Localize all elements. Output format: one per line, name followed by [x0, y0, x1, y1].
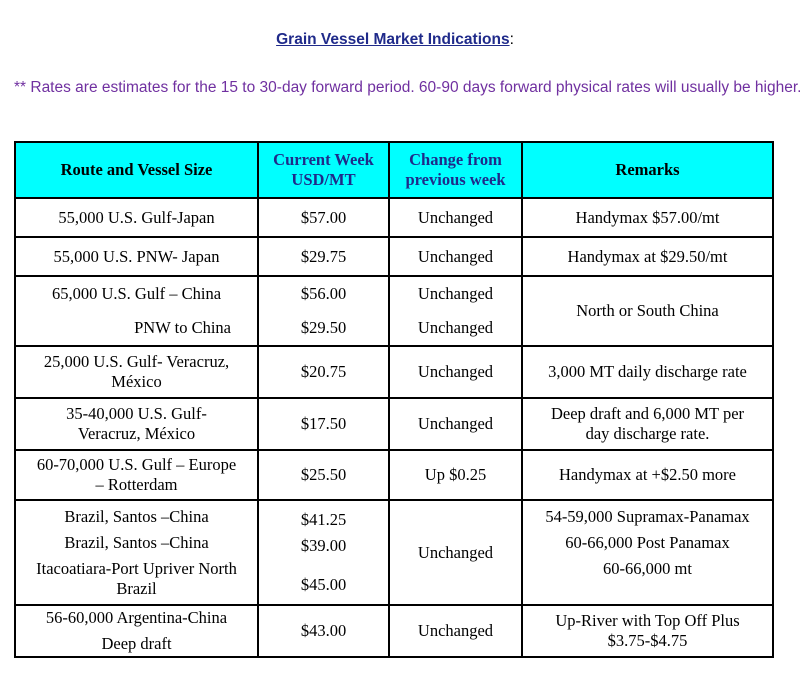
remarks-cell: Handymax at +$2.50 more — [522, 450, 773, 500]
route-cell: 60-70,000 U.S. Gulf – Europe – Rotterdam — [15, 450, 258, 500]
table-row — [15, 500, 773, 605]
table-row — [15, 276, 773, 346]
route-cell: 55,000 U.S. Gulf-Japan — [15, 198, 258, 237]
rate-cell: $20.75 — [258, 346, 389, 398]
route-cell: 35-40,000 U.S. Gulf- Veracruz, México — [15, 398, 258, 450]
change-cell: Unchanged Unchanged — [389, 276, 522, 346]
rate-cell: $57.00 — [258, 198, 389, 237]
remarks-cell: Up-River with Top Off Plus $3.75-$4.75 — [522, 605, 773, 657]
header-remarks: Remarks — [522, 142, 773, 198]
header-route: Route and Vessel Size — [15, 142, 258, 198]
rate-cell: $56.00 $29.50 — [258, 276, 389, 346]
change-cell: Unchanged — [389, 198, 522, 237]
remarks-cell: Deep draft and 6,000 MT per day discharge rate. — [522, 398, 773, 450]
rate-cell: $17.50 — [258, 398, 389, 450]
vessel-rates-table — [14, 141, 774, 658]
header-change: Change from previous week — [389, 142, 522, 198]
change-cell: Unchanged — [389, 605, 522, 657]
rate-cell: $43.00 — [258, 605, 389, 657]
route-cell: 65,000 U.S. Gulf – China PNW to China — [15, 276, 258, 346]
route-cell: Brazil, Santos –China Brazil, Santos –China Itacoatiara-Port Upriver North Brazil — [15, 500, 258, 605]
rate-cell: $25.50 — [258, 450, 389, 500]
table-row — [15, 398, 773, 450]
remarks-cell: Handymax $57.00/mt — [522, 198, 773, 237]
header-current-week: Current Week USD/MT — [258, 142, 389, 198]
title-text: Grain Vessel Market Indications — [276, 31, 510, 48]
rate-cell: $29.75 — [258, 237, 389, 276]
table-row — [15, 237, 773, 276]
change-cell: Unchanged — [389, 346, 522, 398]
rate-cell: $41.25 $39.00 $45.00 — [258, 500, 389, 605]
remarks-cell: North or South China — [522, 276, 773, 346]
remarks-cell: 54-59,000 Supramax-Panamax 60-66,000 Post Panamax 60-66,000 mt — [522, 500, 773, 605]
table-row — [15, 450, 773, 500]
remarks-cell: 3,000 MT daily discharge rate — [522, 346, 773, 398]
change-cell: Unchanged — [389, 500, 522, 605]
rates-note: ** Rates are estimates for the 15 to 30-day forward period. 60-90 days forward physical rates will usually be higher. — [14, 79, 802, 96]
table-row — [15, 346, 773, 398]
table-row — [15, 605, 773, 657]
route-cell: 55,000 U.S. PNW- Japan — [15, 237, 258, 276]
table-row — [15, 198, 773, 237]
title-colon: : — [509, 31, 514, 48]
change-cell: Unchanged — [389, 398, 522, 450]
page-title — [0, 31, 790, 49]
header-row — [15, 142, 773, 198]
remarks-cell: Handymax at $29.50/mt — [522, 237, 773, 276]
route-cell: 25,000 U.S. Gulf- Veracruz, México — [15, 346, 258, 398]
change-cell: Unchanged — [389, 237, 522, 276]
change-cell: Up $0.25 — [389, 450, 522, 500]
route-cell: 56-60,000 Argentina-China Deep draft — [15, 605, 258, 657]
